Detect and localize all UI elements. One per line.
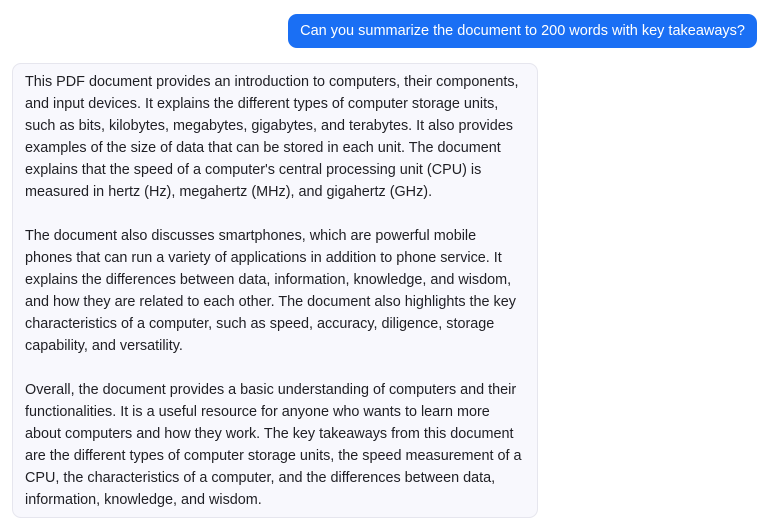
assistant-message-bubble [12,63,538,518]
assistant-paragraph-2: The document also discusses smartphones, which are powerful mobile phones that can run a variety of applications in addition to phone service. It explains the differences between data, information, knowledge, and wisdom, and how they are related to each other. The document also highlights the key characteristics of a computer, such as speed, accuracy, diligence, storage capability, and versatility. [25,228,516,354]
assistant-paragraph-3: Overall, the document provides a basic understanding of computers and their functionalities. It is a useful resource for anyone who wants to learn more about computers and how they work. The key takeaways from this document are the different types of computer storage units, the speed measurement of a CPU, the characteristics of a computer, and the differences between data, information, knowledge, and wisdom. [25,382,522,508]
user-message-bubble: Can you summarize the document to 200 words with key takeaways? [288,14,757,48]
assistant-paragraph-1: This PDF document provides an introduction to computers, their components, and input devices. It explains the different types of computer storage units, such as bits, kilobytes, megabytes, gigabytes, and terabytes. It also provides examples of the size of data that can be stored in each unit. The document explains that the speed of a computer's central processing unit (CPU) is measured in hertz (Hz), megahertz (MHz), and gigahertz (GHz). [25,74,519,200]
